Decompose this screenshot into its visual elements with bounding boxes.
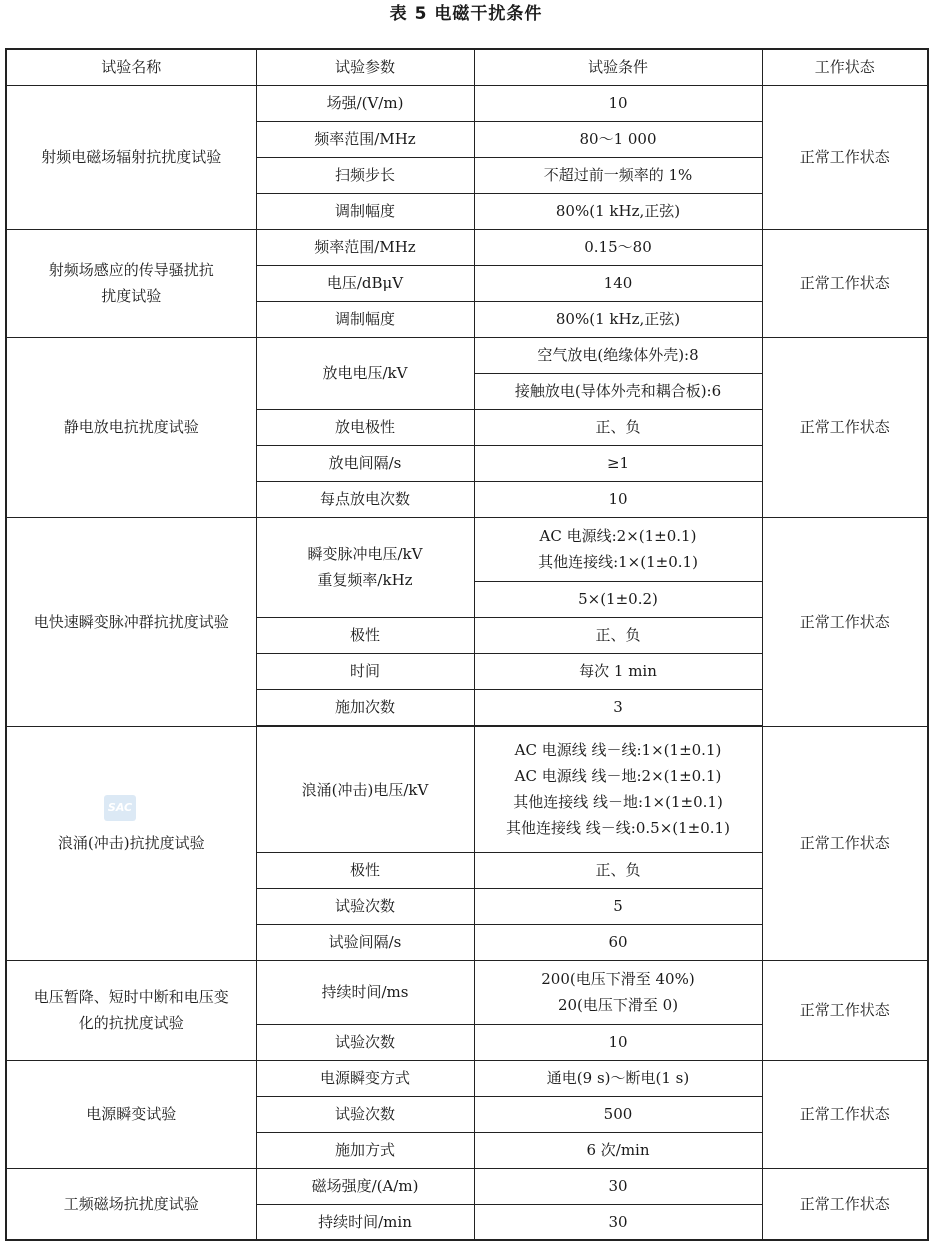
test-parameter: 场强/(V/m) xyxy=(256,85,474,121)
table-row xyxy=(6,1060,928,1096)
test-condition: 正、负 xyxy=(474,617,762,653)
test-condition: 140 xyxy=(474,265,762,301)
test-parameter: 试验次数 xyxy=(256,1024,474,1060)
test-parameter: 调制幅度 xyxy=(256,301,474,337)
test-condition: 不超过前一频率的 1% xyxy=(474,157,762,193)
test-parameter: 放电极性 xyxy=(256,409,474,445)
test-name: 射频电磁场辐射抗扰度试验 xyxy=(6,85,256,229)
test-parameter-line: 重复频率/kHz xyxy=(317,571,413,589)
test-condition: 80%(1 kHz,正弦) xyxy=(474,301,762,337)
test-parameter xyxy=(256,517,474,617)
test-condition: 10 xyxy=(474,1024,762,1060)
test-condition: 80%(1 kHz,正弦) xyxy=(474,193,762,229)
working-state: 正常工作状态 xyxy=(762,85,928,229)
table-row xyxy=(6,337,928,373)
test-condition: 通电(9 s)～断电(1 s) xyxy=(474,1060,762,1096)
test-parameter: 持续时间/min xyxy=(256,1204,474,1240)
test-condition: 6 次/min xyxy=(474,1132,762,1168)
table-row xyxy=(6,85,928,121)
test-name: 工频磁场抗扰度试验 xyxy=(6,1168,256,1240)
test-condition xyxy=(474,960,762,1024)
test-condition xyxy=(474,517,762,581)
sac-watermark-logo: SAC xyxy=(104,795,136,821)
test-parameter: 放电间隔/s xyxy=(256,445,474,481)
test-condition: 60 xyxy=(474,924,762,960)
working-state: 正常工作状态 xyxy=(762,337,928,517)
test-parameter: 施加方式 xyxy=(256,1132,474,1168)
emi-conditions-table xyxy=(5,48,929,1241)
working-state: 正常工作状态 xyxy=(762,229,928,337)
test-condition: 80～1 000 xyxy=(474,121,762,157)
test-condition: 每次 1 min xyxy=(474,653,762,689)
condition-line: 20(电压下滑至 0) xyxy=(557,996,679,1014)
test-parameter: 施加次数 xyxy=(256,689,474,725)
header-test-name: 试验名称 xyxy=(6,49,256,85)
table-title: 表 5 电磁干扰条件 xyxy=(389,4,543,24)
test-condition: 30 xyxy=(474,1204,762,1240)
header-test-parameter: 试验参数 xyxy=(256,49,474,85)
test-condition: ≥1 xyxy=(474,445,762,481)
working-state: 正常工作状态 xyxy=(762,517,928,726)
condition-line: 其他连接线:1×(1±0.1) xyxy=(538,553,698,571)
test-condition: 500 xyxy=(474,1096,762,1132)
test-condition: 接触放电(导体外壳和耦合板):6 xyxy=(474,373,762,409)
test-condition: 0.15～80 xyxy=(474,229,762,265)
test-parameter: 磁场强度/(A/m) xyxy=(256,1168,474,1204)
test-parameter: 持续时间/ms xyxy=(256,960,474,1024)
test-parameter: 频率范围/MHz xyxy=(256,229,474,265)
test-name: 射频场感应的传导骚扰抗扰度试验 xyxy=(6,229,256,337)
test-condition: 30 xyxy=(474,1168,762,1204)
condition-line: 其他连接线 线－线:0.5×(1±0.1) xyxy=(506,819,730,837)
test-parameter-line: 瞬变脉冲电压/kV xyxy=(307,545,423,563)
working-state: 正常工作状态 xyxy=(762,1168,928,1240)
table-header-row xyxy=(6,49,928,85)
test-parameter: 电压/dBμV xyxy=(256,265,474,301)
working-state: 正常工作状态 xyxy=(762,726,928,960)
header-test-condition: 试验条件 xyxy=(474,49,762,85)
condition-line: AC 电源线 线－地:2×(1±0.1) xyxy=(514,767,722,785)
test-condition xyxy=(474,726,762,852)
test-condition: 正、负 xyxy=(474,852,762,888)
test-name: 电源瞬变试验 xyxy=(6,1060,256,1168)
working-state: 正常工作状态 xyxy=(762,1060,928,1168)
test-condition: 10 xyxy=(474,85,762,121)
test-parameter: 浪涌(冲击)电压/kV xyxy=(256,726,474,852)
test-parameter: 每点放电次数 xyxy=(256,481,474,517)
test-name: 电压暂降、短时中断和电压变化的抗扰度试验 xyxy=(6,960,256,1060)
header-working-state: 工作状态 xyxy=(762,49,928,85)
test-condition: 3 xyxy=(474,689,762,725)
table-row xyxy=(6,517,928,581)
table-row xyxy=(6,960,928,1024)
test-condition: 空气放电(绝缘体外壳):8 xyxy=(474,337,762,373)
test-condition: 5 xyxy=(474,888,762,924)
test-parameter: 极性 xyxy=(256,852,474,888)
condition-line: 200(电压下滑至 40%) xyxy=(541,970,695,988)
test-parameter: 试验次数 xyxy=(256,888,474,924)
test-parameter: 放电电压/kV xyxy=(256,337,474,409)
test-parameter: 调制幅度 xyxy=(256,193,474,229)
test-name: 电快速瞬变脉冲群抗扰度试验 xyxy=(6,517,256,726)
table-row xyxy=(6,1168,928,1204)
condition-line: AC 电源线:2×(1±0.1) xyxy=(539,527,697,545)
test-condition: 5×(1±0.2) xyxy=(474,581,762,617)
table-row xyxy=(6,726,928,852)
test-parameter: 电源瞬变方式 xyxy=(256,1060,474,1096)
condition-line: 其他连接线 线－地:1×(1±0.1) xyxy=(513,793,723,811)
test-name: 浪涌(冲击)抗扰度试验 xyxy=(6,726,256,960)
test-condition: 正、负 xyxy=(474,409,762,445)
test-parameter: 极性 xyxy=(256,617,474,653)
test-parameter: 试验间隔/s xyxy=(256,924,474,960)
test-condition: 10 xyxy=(474,481,762,517)
working-state: 正常工作状态 xyxy=(762,960,928,1060)
table-row xyxy=(6,229,928,265)
test-parameter: 试验次数 xyxy=(256,1096,474,1132)
test-parameter: 时间 xyxy=(256,653,474,689)
test-parameter: 频率范围/MHz xyxy=(256,121,474,157)
test-name: 静电放电抗扰度试验 xyxy=(6,337,256,517)
condition-line: AC 电源线 线－线:1×(1±0.1) xyxy=(514,741,722,759)
test-parameter: 扫频步长 xyxy=(256,157,474,193)
